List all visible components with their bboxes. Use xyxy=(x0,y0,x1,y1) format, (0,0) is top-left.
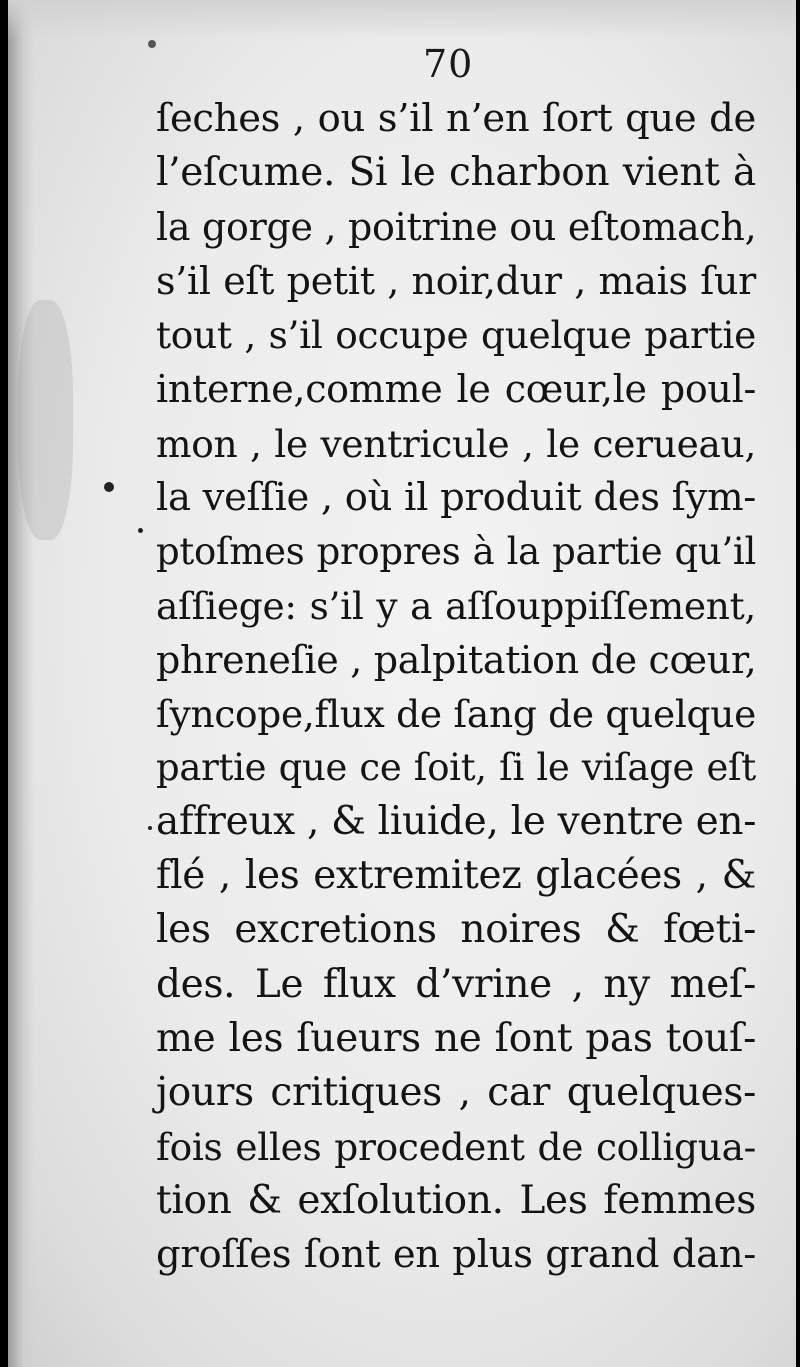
text-line: partie que ce ſoit, ſi le viſage eſt xyxy=(156,746,756,790)
text-line: la gorge , poitrine ou eſtomach, xyxy=(156,205,757,250)
text-line: des. Le flux d’vrine , ny meſ- xyxy=(156,961,756,1007)
text-line: la veſſie , où il produit des ſym- xyxy=(156,474,756,520)
text-line: tout , s’il occupe quelque partie xyxy=(156,313,756,358)
text-line: ſyncope,flux de ſang de quelque xyxy=(156,692,756,737)
text-line: interne,comme le cœur,le poul- xyxy=(156,367,756,412)
text-line: aſſiege: s’il y a aſſouppiſſement, xyxy=(156,583,756,628)
text-line: groſſes ſont en plus grand dan- xyxy=(156,1231,756,1277)
top-edge-shadow xyxy=(8,0,796,40)
text-line: affreux , & liuide, le ventre en- xyxy=(156,799,757,845)
ink-speck xyxy=(148,40,156,48)
text-line: ptoſmes propres à la partie qu’il xyxy=(156,529,756,573)
text-line: s’il eſt petit , noir,dur , mais ſur xyxy=(156,259,756,304)
text-line: me les ſueurs ne ſont pas touſ- xyxy=(156,1015,756,1061)
text-line: phreneſie , palpitation de cœur, xyxy=(156,637,757,682)
ink-speck xyxy=(148,826,152,830)
binding-shadow xyxy=(8,0,34,1367)
text-line: flé , les extremitez glacées , & xyxy=(156,853,756,899)
text-line: l’eſcume. Si le charbon vient à xyxy=(156,150,756,196)
text-line: mon , le ventricule , le cerueau, xyxy=(156,421,756,466)
text-line: ſeches , ou s’il n’en ſort que de xyxy=(156,96,756,141)
text-line: tion & exſolution. Les femmes xyxy=(156,1177,756,1223)
ink-speck xyxy=(138,528,143,533)
ink-speck xyxy=(104,482,114,492)
book-page xyxy=(8,0,796,1367)
text-line: fois elles procedent de colligua- xyxy=(156,1124,756,1169)
text-line: jours critiques , car quelques- xyxy=(156,1069,756,1115)
paper-stain xyxy=(18,300,73,540)
page-number: 70 xyxy=(423,42,474,86)
text-line: les excretions noires & fœti- xyxy=(156,907,756,953)
body-text xyxy=(156,92,756,1282)
